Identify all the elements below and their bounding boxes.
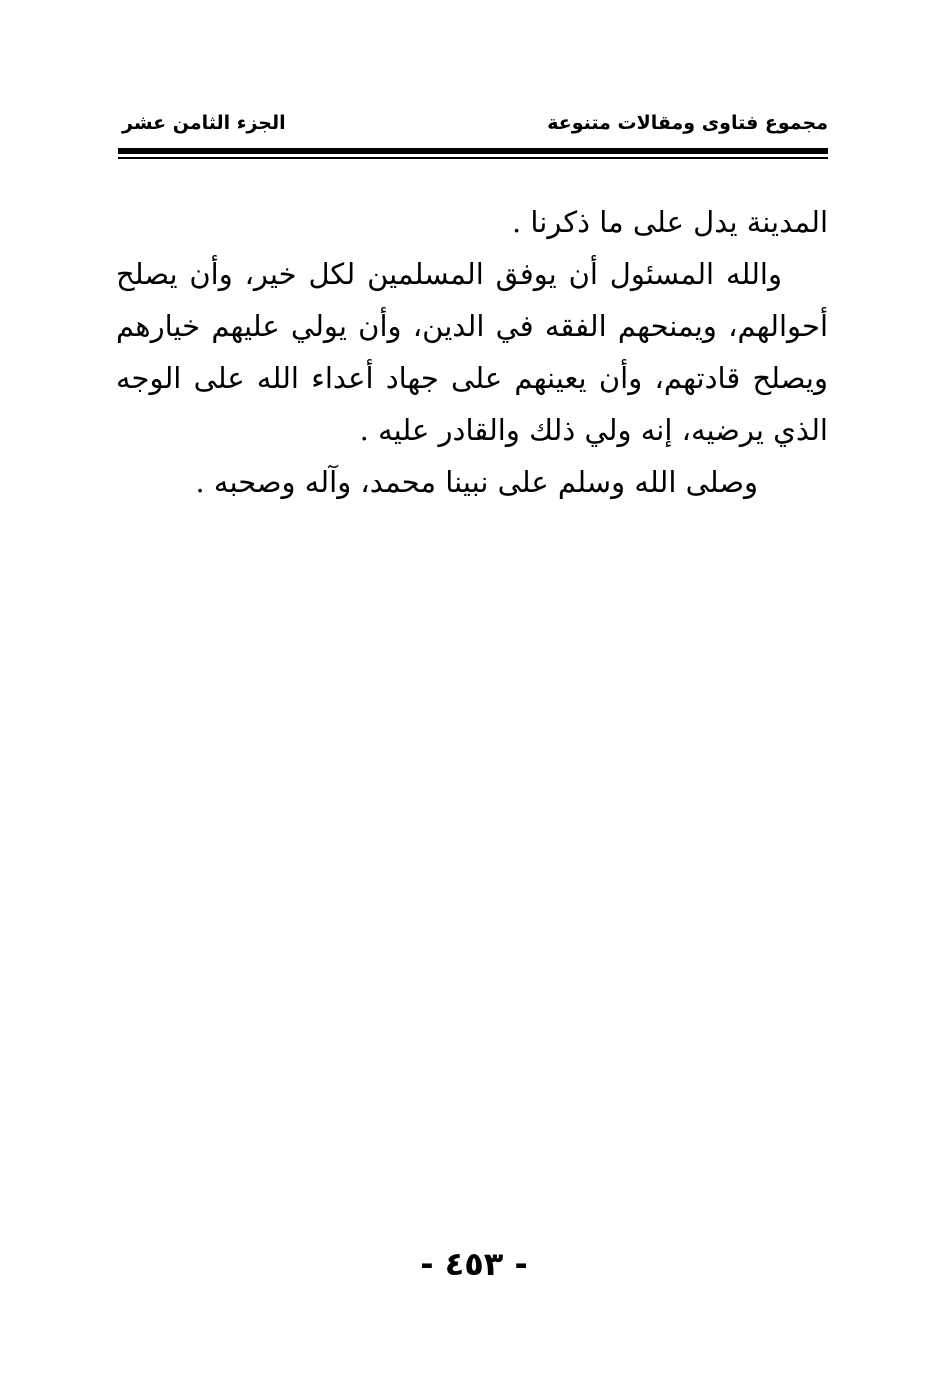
paragraph-closing: وصلى الله وسلم على نبينا محمد، وآله وصحبه .	[195, 465, 758, 499]
header-rule-thick	[118, 148, 828, 154]
paragraph-continuation: المدينة يدل على ما ذكرنا .	[512, 205, 828, 239]
body-text	[116, 196, 828, 508]
paragraph-prayer: والله المسئول أن يوفق المسلمين لكل خير، وأن يصلح أحوالهم، ويمنحهم الفقه في الدين، وأن يولي عليهم خيارهم ويصلح قادتهم، وأن يعينهم على جهاد أعداء الله على الوجه الذي يرضيه، إنه ولي ذلك والقادر عليه .	[116, 257, 828, 447]
header-rule-thin	[118, 157, 828, 159]
running-header	[118, 112, 828, 142]
header-book-title: مجموع فتاوى ومقالات متنوعة	[547, 112, 828, 134]
page-number: - ٤٥٣ -	[420, 1245, 528, 1283]
header-part-label: الجزء الثامن عشر	[122, 112, 286, 134]
